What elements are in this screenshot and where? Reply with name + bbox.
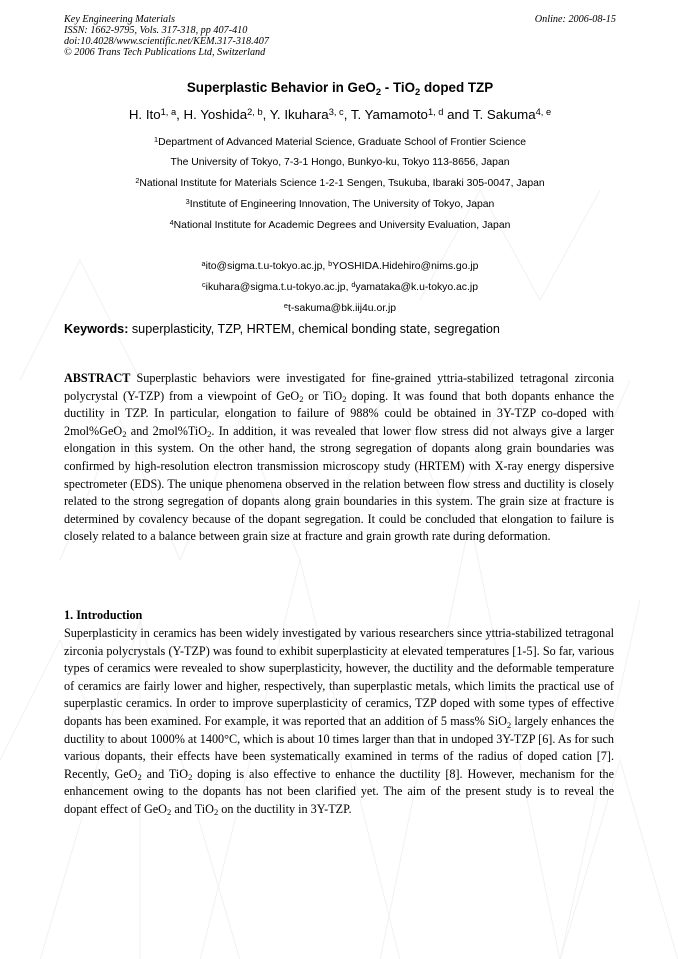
subscript: 2 [207, 429, 212, 440]
abstract [64, 370, 614, 546]
email-line: $^a$ito@sigma.t.u-tokyo.ac.jp, $^b$YOSHIDA.Hidehiro@nims.go.jp [201, 258, 479, 272]
title-subscript: 2 [375, 86, 382, 97]
title-part: doped TZP [420, 80, 494, 95]
intro-text: and TiO [141, 766, 189, 781]
subscript: 2 [213, 807, 219, 818]
author-affiliation-marker: 3, c [328, 106, 344, 117]
intro-text: on the ductility in 3Y-TZP. [218, 801, 352, 816]
subscript: 2 [299, 394, 304, 405]
affiliation-line [64, 156, 616, 169]
email-marker: a [201, 258, 206, 268]
author-affiliation-marker: 1, a [160, 106, 177, 117]
affiliation-line [64, 198, 616, 211]
email-marker: d [351, 279, 356, 289]
subscript: 2 [122, 429, 127, 440]
email-line [64, 302, 616, 315]
publication-header [64, 14, 616, 58]
abstract-label: ABSTRACT [64, 371, 131, 385]
subscript: 2 [137, 772, 142, 783]
author-name: T. Yamamoto [350, 107, 428, 122]
author-affiliation-marker: 4, e [535, 106, 552, 117]
affiliation-line [64, 136, 616, 149]
author-name: Y. Ikuhara [269, 107, 329, 122]
intro-text: and TiO [171, 801, 214, 816]
subscript: 2 [506, 719, 512, 730]
email-marker: e [283, 300, 288, 310]
author-affiliation-marker: 2, b [247, 106, 263, 117]
keywords-text: superplasticity, TZP, HRTEM, chemical bonding state, segregation [128, 322, 500, 336]
paper-title [64, 80, 616, 96]
abstract-text: and 2mol%TiO [126, 423, 208, 438]
intro-text: doping is also effective to enhance the ductility [8]. However, mechanism for the enhancement owing to the dopants has not been clarified yet. The aim of the present study is to reveal the dopant effect of GeO [64, 766, 614, 816]
affiliation-text: The University of Tokyo, 7-3-1 Hongo, Bunkyo-ku, Tokyo 113-8656, Japan [170, 157, 510, 168]
author-separator: and [443, 107, 473, 122]
email-address[interactable]: t-sakuma@bk.iij4u.or.jp [287, 303, 397, 314]
subscript: 2 [342, 394, 347, 405]
email-address[interactable]: YOSHIDA.Hidehiro@nims.go.jp [332, 261, 479, 272]
intro-text: Superplasticity in ceramics has been widely investigated by various researchers since yttria-stabilized tetragonal zirconia polycrystals (Y-TZP) was found to exhibit superplasticity at elevated temperatures [1-5]. So far, various types of ceramics were revealed to show superplasticity, however, the ductility and the deformable temperature of ceramics are fairly lower and higher, respectively, than superplastic metals, which limits the practical use of superplastic ceramics. In order to improve superplasticity of ceramics, TZP doped with some types of effective dopants has been examined. For example, it was reported that an addition of 5 mass% SiO [64, 626, 614, 728]
section-heading-introduction: 1. Introduction [64, 608, 143, 622]
subscript: 2 [188, 772, 193, 783]
author-separator: , [262, 107, 270, 122]
author-affiliation-marker: 1, d [427, 106, 444, 117]
affiliation-text: Institute of Engineering Innovation, The University of Tokyo, Japan [189, 199, 495, 210]
affiliation-marker: 3 [185, 196, 190, 206]
email-address[interactable]: yamataka@k.u-tokyo.ac.jp [355, 282, 478, 293]
affiliation-text: Department of Advanced Material Science, Graduate School of Frontier Science [158, 137, 526, 148]
email-marker: b [328, 258, 333, 268]
email-line: $^c$ikuhara@sigma.t.u-tokyo.ac.jp, $^d$yamataka@k.u-tokyo.ac.jp [202, 279, 478, 293]
copyright-line: © 2006 Trans Tech Publications Ltd, Switzerland [64, 47, 266, 58]
online-date: Online: 2006-08-15 [534, 14, 616, 25]
abstract-text: doping. It was found that both dopants enhance the ductility in TZP. In particular, elongation to failure of 988% could be obtained in 3Y-TZP co-doped with 2mol%GeO [64, 388, 614, 438]
author-list [64, 106, 616, 124]
affiliation-marker: 4 [169, 217, 174, 227]
abstract-text: Superplastic behaviors were investigated for fine-grained yttria-stabilized tetragonal zirconia polycrystal (Y-TZP) from a viewpoint of GeO [64, 371, 614, 403]
abstract-text: . In addition, it was revealed that lower flow stress did not always give a larger elongation in this system. On the other hand, the strong segregation of dopants along grain boundaries was confirmed by high-resolution electron transmission microscopy study (HRTEM) with X-ray energy dispersive spectrometer (EDS). The unique phenomena observed in the relation between flow stress and ductility is closely related to the strong segregation of dopants along grain boundaries in this system. The grain size at fracture is determined by covalency because of the dopant segregation. It could be concluded that elongation to failure is closely related to a balance between grain size at fracture and grain growth rate during deformation. [64, 423, 614, 544]
author-name: T. Sakuma [472, 107, 536, 122]
title-part: - TiO [381, 80, 416, 95]
intro-text: largely enhances the ductility to about 1000% at 1400°C, which is about 10 times larger than that in undoped 3Y-TZP [6]. As for such various dopants, their effects have been systematically examined in terms of the radius of doped cation [7]. Recently, GeO [64, 713, 614, 781]
author-name: H. Ito [128, 107, 161, 122]
keywords-label: Keywords: [64, 322, 129, 336]
affiliation-marker: 1 [154, 134, 159, 144]
affiliation-marker: 2 [135, 175, 140, 185]
email-marker: c [202, 279, 206, 289]
affiliation-line [64, 177, 616, 190]
journal-name: Key Engineering Materials [64, 14, 175, 25]
affiliation-text: National Institute for Academic Degrees and University Evaluation, Japan [173, 220, 511, 231]
title-part: Superplastic Behavior in GeO [186, 80, 376, 95]
author-name: H. Yoshida [183, 107, 248, 122]
affiliation-text: National Institute for Materials Science 1-2-1 Sengen, Tsukuba, Ibaraki 305-0047, Japan [139, 178, 545, 189]
author-separator: , [176, 107, 184, 122]
author-separator: , [343, 107, 351, 122]
keywords [64, 321, 624, 337]
title-subscript: 2 [415, 86, 421, 97]
subscript: 2 [167, 807, 172, 818]
introduction-paragraph [64, 625, 614, 819]
issn-line: ISSN: 1662-9795, Vols. 317-318, pp 407-410 [64, 25, 248, 36]
affiliation-line [64, 219, 616, 232]
email-address[interactable]: ito@sigma.t.u-tokyo.ac.jp [205, 261, 323, 272]
email-address[interactable]: ikuhara@sigma.t.u-tokyo.ac.jp [205, 282, 346, 293]
abstract-text: or TiO [303, 388, 343, 403]
doi-line: doi:10.4028/www.scientific.net/KEM.317-318.407 [64, 36, 269, 47]
